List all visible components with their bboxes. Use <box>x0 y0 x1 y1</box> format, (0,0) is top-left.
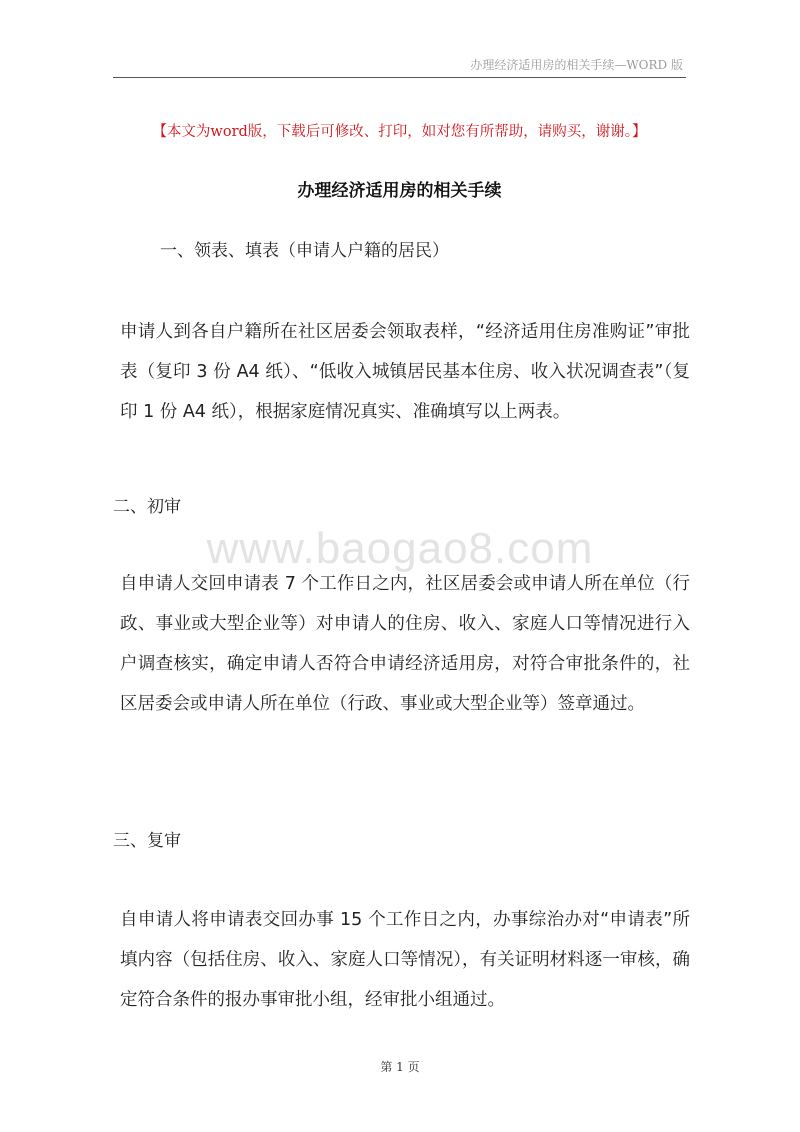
section-body-2: 自申请人交回申请表 7 个工作日之内，社区居委会或申请人所在单位（行政、事业或大型企业等）对申请人的住房、收入、家庭人口等情况进行入户调查核实，确定申请人否符合申请经济适用房，对符合审批条件的，社区居委会或申请人所在单位（行政、事业或大型企业等）签章通过。 <box>120 574 690 714</box>
section-heading-3: 三、复审 <box>113 831 181 851</box>
purchase-notice: 【本文为word版，下载后可修改、打印，如对您有所帮助，请购买，谢谢。】 <box>152 124 647 140</box>
header-divider <box>113 77 686 78</box>
watermark: www.baogao8.com <box>206 524 594 573</box>
section-heading-2: 二、初审 <box>113 497 181 517</box>
section-body-1: 申请人到各自户籍所在社区居委会领取表样，“经济适用住房准购证”审批表（复印 3 份 A4 纸）、“低收入城镇居民基本住房、收入状况调查表”（复印 1 份 A4 纸），根据家庭情况真实、准确填写以上两表。 <box>120 322 690 422</box>
section-heading-1: 一、领表、填表（申请人户籍的居民） <box>160 241 449 261</box>
document-title: 办理经济适用房的相关手续 <box>297 181 502 201</box>
page-number: 第 1 页 <box>380 1060 420 1074</box>
section-body-3: 自申请人将申请表交回办事 15 个工作日之内，办事综治办对“申请表”所填内容（包括住房、收入、家庭人口等情况），有关证明材料逐一审核，确定符合条件的报办事审批小组，经审批小组通过。 <box>120 910 690 1010</box>
running-header: 办理经济适用房的相关手续—WORD 版 <box>470 58 683 72</box>
